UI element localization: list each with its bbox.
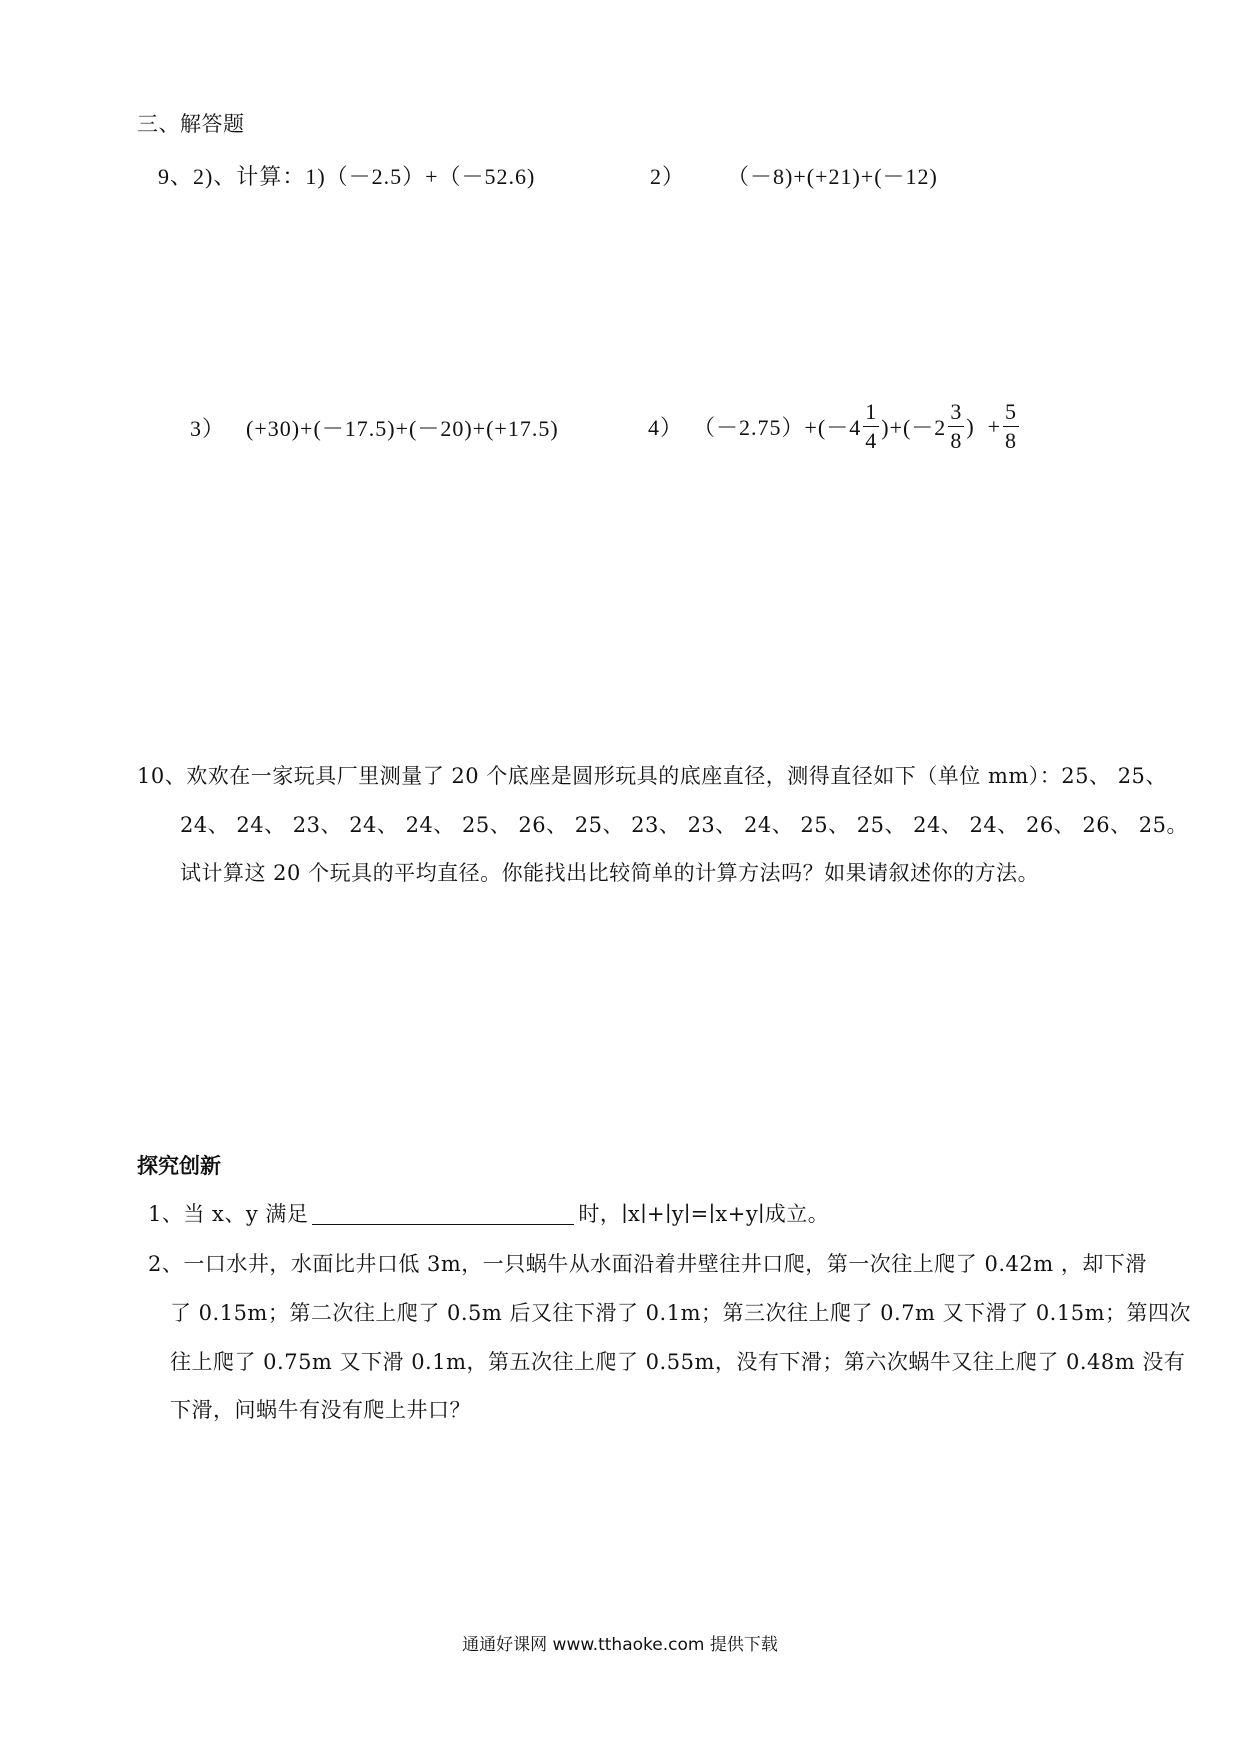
- fraction-denominator: 4: [865, 428, 878, 453]
- answer-blank[interactable]: [312, 1202, 574, 1225]
- fraction-numerator: 3: [948, 398, 964, 427]
- q9-p2-label: 2）: [650, 164, 686, 189]
- fraction-numerator: 1: [863, 398, 879, 427]
- q9-p4-part3: ) +: [966, 413, 1002, 439]
- explore-q2-line3: 往上爬了 0.75m 又下滑 0.1m，第五次往上爬了 0.55m，没有下滑；第六次蜗牛又往上爬了 0.48m 没有: [170, 1350, 1186, 1374]
- explore-q1-pre: 1、当 x、y 满足: [148, 1202, 309, 1226]
- q9-p4-label: 4）: [648, 415, 684, 440]
- q9-intro: 9、2)、计算：1)（－2.5）+（－52.6): [158, 164, 536, 189]
- section-heading: 三、解答题: [137, 112, 245, 136]
- q9-p4-fraction-2: [948, 398, 964, 455]
- explore-q1-post: 时，∣x∣+∣y∣=∣x+y∣成立。: [578, 1202, 830, 1226]
- explore-q2-line2: 了 0.15m；第二次往上爬了 0.5m 后又往下滑了 0.1m；第三次往上爬了 0.7m 又下滑了 0.15m；第四次: [170, 1301, 1191, 1325]
- fraction-denominator: 8: [950, 428, 963, 453]
- fraction-numerator: 5: [1003, 398, 1019, 427]
- q10-line1: 10、欢欢在一家玩具厂里测量了 20 个底座是圆形玩具的底座直径，测得直径如下（单位 mm）：25、 25、: [137, 764, 1167, 788]
- q9-p3-expr: (+30)+(－17.5)+(－20)+(+17.5): [246, 416, 559, 441]
- q9-p4-part2: )+(－2: [881, 415, 947, 440]
- q10-line2: 24、 24、 23、 24、 24、 25、 26、 25、 23、 23、 24、 25、 25、 24、 24、 26、 26、 25。: [180, 813, 1188, 837]
- q9-p2-expr: （－8)+(+21)+(－12): [727, 164, 938, 189]
- q9-p3-label: 3）: [190, 416, 226, 441]
- q9-p4-fraction-1: [863, 398, 879, 455]
- explore-q2-line4: 下滑，问蜗牛有没有爬上井口？: [170, 1398, 471, 1422]
- explore-q2-line1: 2、一口水井，水面比井口低 3m，一只蜗牛从水面沿着井壁往井口爬，第一次往上爬了 0.42m ，却下滑: [148, 1252, 1147, 1276]
- explore-q1: [148, 1200, 829, 1228]
- page-footer: 通通好课网 www.tthaoke.com 提供下载: [462, 1635, 778, 1655]
- explore-heading: 探究创新: [137, 1154, 221, 1178]
- q10-line3: 试计算这 20 个玩具的平均直径。你能找出比较简单的计算方法吗？如果请叙述你的方法。: [180, 861, 1040, 885]
- q9-p4: [648, 398, 1021, 455]
- q9-p4-fraction-3: [1003, 398, 1019, 455]
- q9-p4-part1: （－2.75）+(－4: [693, 415, 862, 440]
- fraction-denominator: 8: [1005, 428, 1018, 453]
